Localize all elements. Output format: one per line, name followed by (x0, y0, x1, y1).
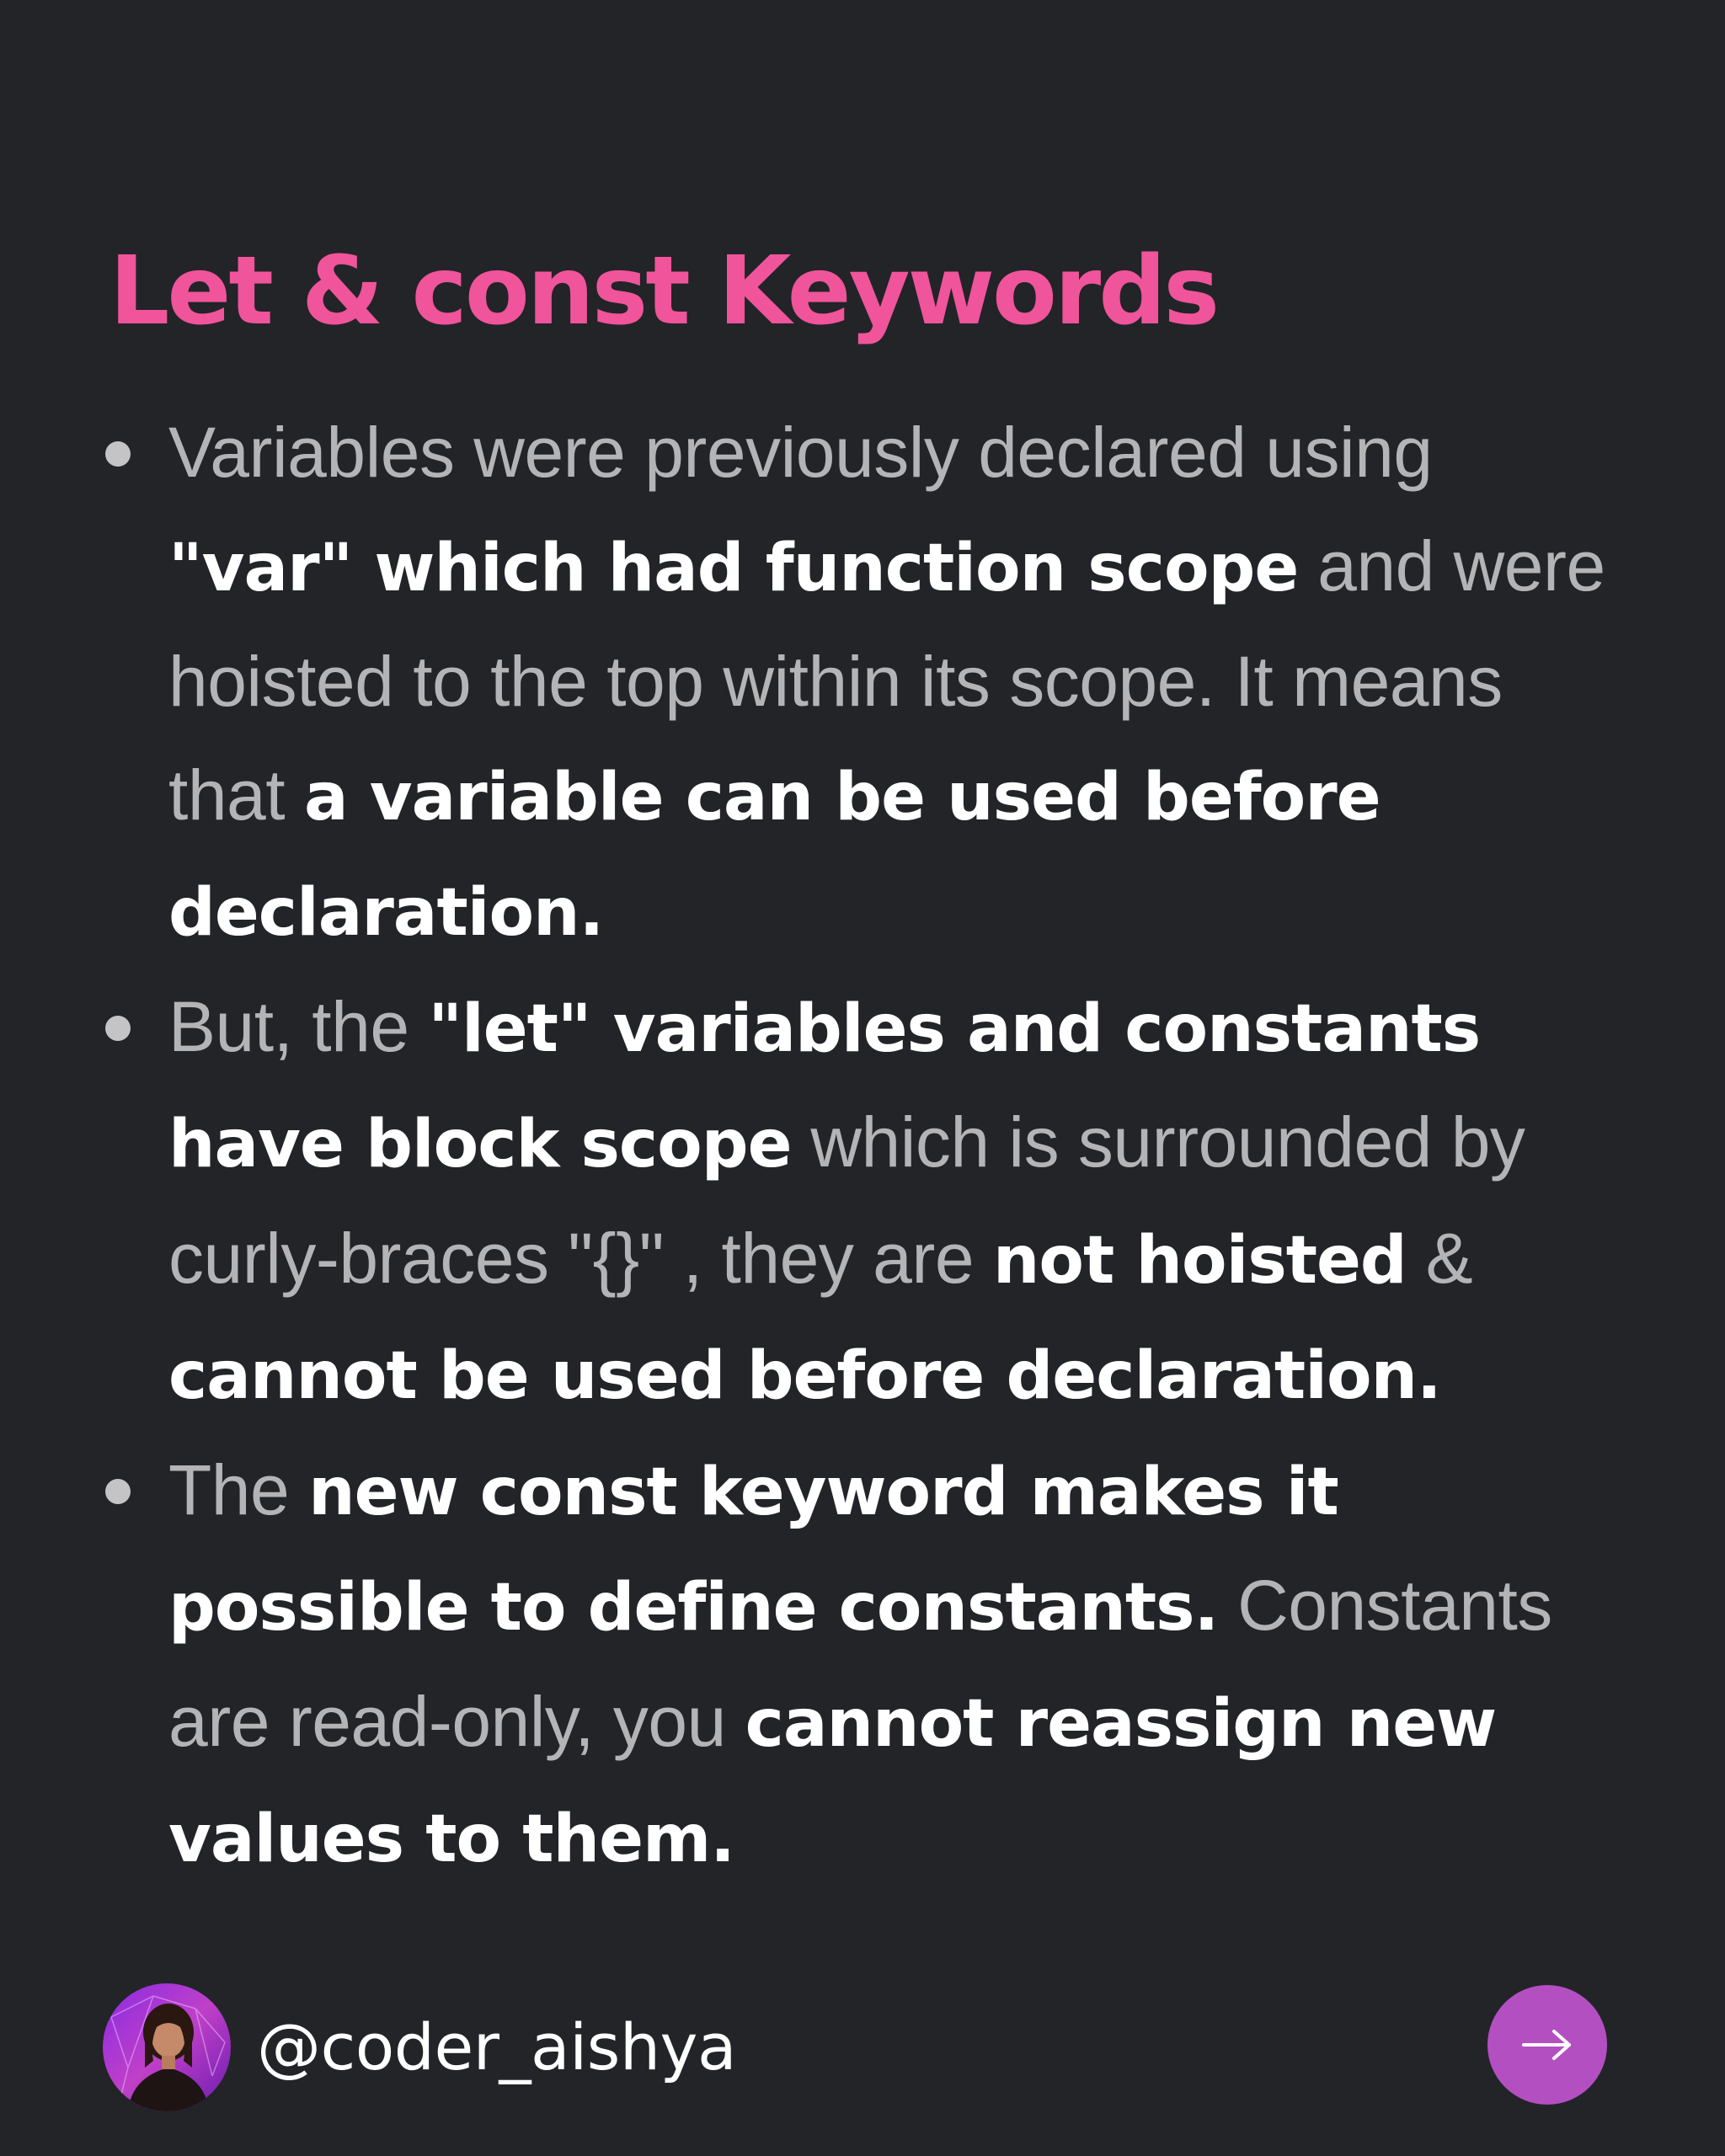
bullet-highlight-segment: not hoisted (992, 1222, 1407, 1299)
page-title: Let & const Keywords (109, 237, 1218, 346)
bullet-text-segment: The (168, 1449, 309, 1529)
bullet-text-segment: But, the (168, 986, 429, 1066)
profile-photo-icon (103, 1983, 231, 2111)
bullet-highlight-segment: a variable can be used before declaration. (168, 759, 1381, 951)
bullet-dot-icon (105, 1016, 131, 1041)
bullet-dot-icon (105, 441, 131, 467)
bullet-text-segment: and were hoisted to the top within its scope. It means that (168, 526, 1605, 835)
bullet-highlight-segment: "var" which had function scope (168, 530, 1299, 606)
bullet-text-segment: Constants are read-only, you (168, 1566, 1552, 1761)
bullet-highlight-segment: new const keyword makes it possible to define constants. (168, 1454, 1338, 1646)
bullet-text-segment: & (1406, 1218, 1473, 1298)
bullet-text-segment: which is surrounded by curly-braces "{}" , they are (168, 1102, 1525, 1298)
author-handle[interactable]: @coder_aishya (257, 2009, 737, 2084)
avatar[interactable] (103, 1983, 231, 2111)
bullet-highlight-segment: "let" variables and constants have block scope (168, 990, 1481, 1182)
bullet-item (168, 1433, 1617, 1897)
next-button[interactable] (1487, 1985, 1607, 2105)
bullet-text-segment: Variables were previously declared using (168, 413, 1433, 492)
bullet-highlight-segment: cannot be used before declaration. (168, 1338, 1441, 1414)
bullet-item (168, 970, 1617, 1433)
arrow-right-icon (1520, 2028, 1574, 2062)
bullet-list (168, 396, 1617, 1897)
bullet-dot-icon (105, 1479, 131, 1504)
bullet-highlight-segment: cannot reassign new values to them. (168, 1685, 1497, 1877)
bullet-item (168, 396, 1617, 970)
